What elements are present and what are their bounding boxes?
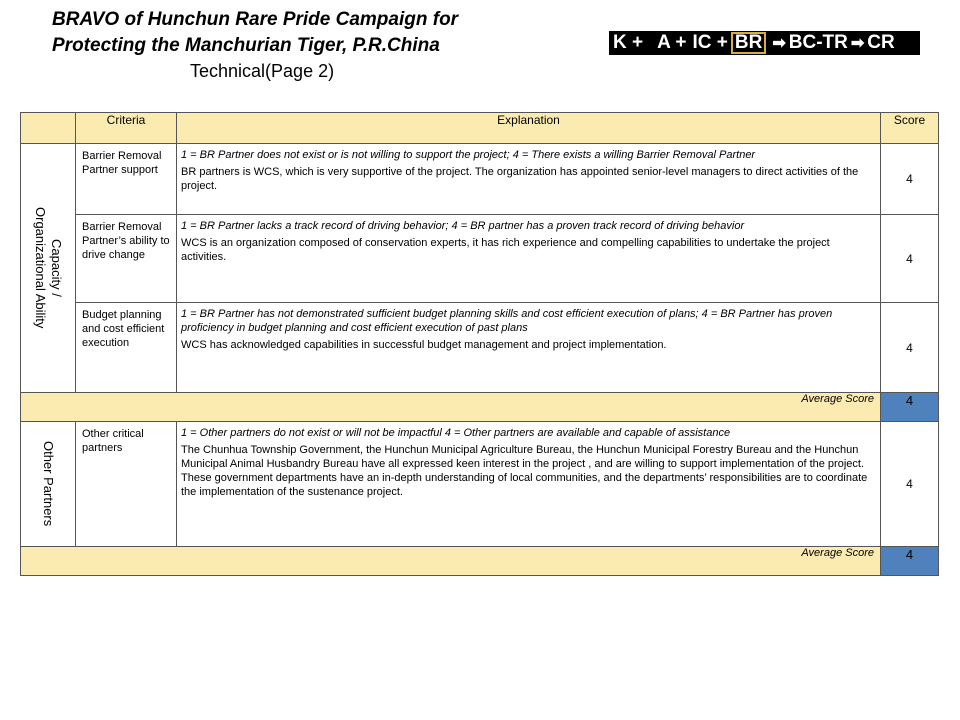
header-blank-cell	[21, 113, 76, 144]
formula-br: BR	[731, 32, 766, 54]
table-row	[21, 422, 939, 547]
scoring-table	[20, 112, 939, 576]
group-label-line-1: Capacity /	[49, 239, 64, 297]
average-label: Average Score	[21, 547, 881, 576]
scoring-rule: 1 = BR Partner has not demonstrated sufficient budget planning skills and cost efficient execution of plans; 4 = BR Partner has proven proficiency in budget planning and cost efficient execution of past plans	[181, 308, 833, 334]
header-score: Score	[881, 113, 939, 144]
average-score: 4	[881, 393, 939, 422]
scoring-rule: 1 = BR Partner lacks a track record of driving behavior; 4 = BR partner has a proven track record of driving behavior	[181, 220, 745, 232]
table-row	[21, 303, 939, 393]
scoring-rule: 1 = BR Partner does not exist or is not willing to support the project; 4 = There exists a willing Barrier Removal Partner	[181, 149, 756, 161]
title-line-1: BRAVO of Hunchun Rare Pride Campaign for	[52, 9, 459, 30]
bravo-formula-logo	[609, 31, 920, 55]
formula-cr: CR	[867, 32, 895, 53]
criteria-cell: Other critical partners	[76, 422, 177, 547]
group-label-other-partners	[21, 422, 76, 547]
score-cell: 4	[881, 422, 939, 547]
title-line-2: Protecting the Manchurian Tiger, P.R.China	[52, 35, 440, 56]
table-row	[21, 144, 939, 215]
page-subtitle: Technical(Page 2)	[190, 61, 335, 81]
criteria-cell: Barrier Removal Partner support	[76, 144, 177, 215]
criteria-cell: Budget planning and cost efficient execution	[76, 303, 177, 393]
header-explanation: Explanation	[177, 113, 881, 144]
average-label: Average Score	[21, 393, 881, 422]
criteria-cell: Barrier Removal Partner’s ability to drive change	[76, 215, 177, 303]
score-cell: 4	[881, 215, 939, 303]
group-label-line-2: Organizational Ability	[33, 207, 48, 329]
explanation-text: BR partners is WCS, which is very supportive of the project. The organization has appointed senior-level managers to direct activities of the project.	[181, 166, 859, 192]
explanation-text: WCS is an organization composed of conservation experts, it has rich experience and compelling capabilities to undertake the project activities.	[181, 237, 830, 263]
explanation-cell	[177, 303, 881, 393]
formula-ic: IC +	[692, 32, 728, 53]
scoring-rule: 1 = Other partners do not exist or will not be impactful 4 = Other partners are available and capable of assistance	[181, 427, 731, 439]
formula-tr: TR	[822, 32, 848, 53]
explanation-cell	[177, 422, 881, 547]
explanation-text: The Chunhua Township Government, the Hunchun Municipal Agriculture Bureau, the Hunchun Municipal Forestry Bureau and the Hunchun Municipal Animal Husbandry Bureau have all expressed keen interest in the project , and are willing to support implementation of the project. These government departments have an in-depth understanding of local communities, and the departments’ responsibilities are to coordinate the implementation of the sustenance project.	[181, 444, 868, 498]
average-row	[21, 547, 939, 576]
formula-bc: BC	[788, 32, 817, 53]
header-criteria: Criteria	[76, 113, 177, 144]
score-cell: 4	[881, 303, 939, 393]
formula-k: K +	[613, 32, 644, 53]
group-label-text: Other Partners	[41, 441, 56, 527]
average-score: 4	[881, 547, 939, 576]
table-row	[21, 215, 939, 303]
group-label-text	[32, 207, 64, 328]
formula-dash: -	[816, 32, 823, 53]
formula-a: A +	[657, 32, 687, 53]
group-label-capacity	[21, 144, 76, 393]
explanation-cell	[177, 144, 881, 215]
formula-arrow-1: ➡	[772, 35, 786, 52]
explanation-text: WCS has acknowledged capabilities in successful budget management and project implementation.	[181, 339, 667, 351]
formula-arrow-2: ➡	[850, 35, 865, 52]
score-cell: 4	[881, 144, 939, 215]
average-row	[21, 393, 939, 422]
explanation-cell	[177, 215, 881, 303]
table-header-row	[21, 113, 939, 144]
